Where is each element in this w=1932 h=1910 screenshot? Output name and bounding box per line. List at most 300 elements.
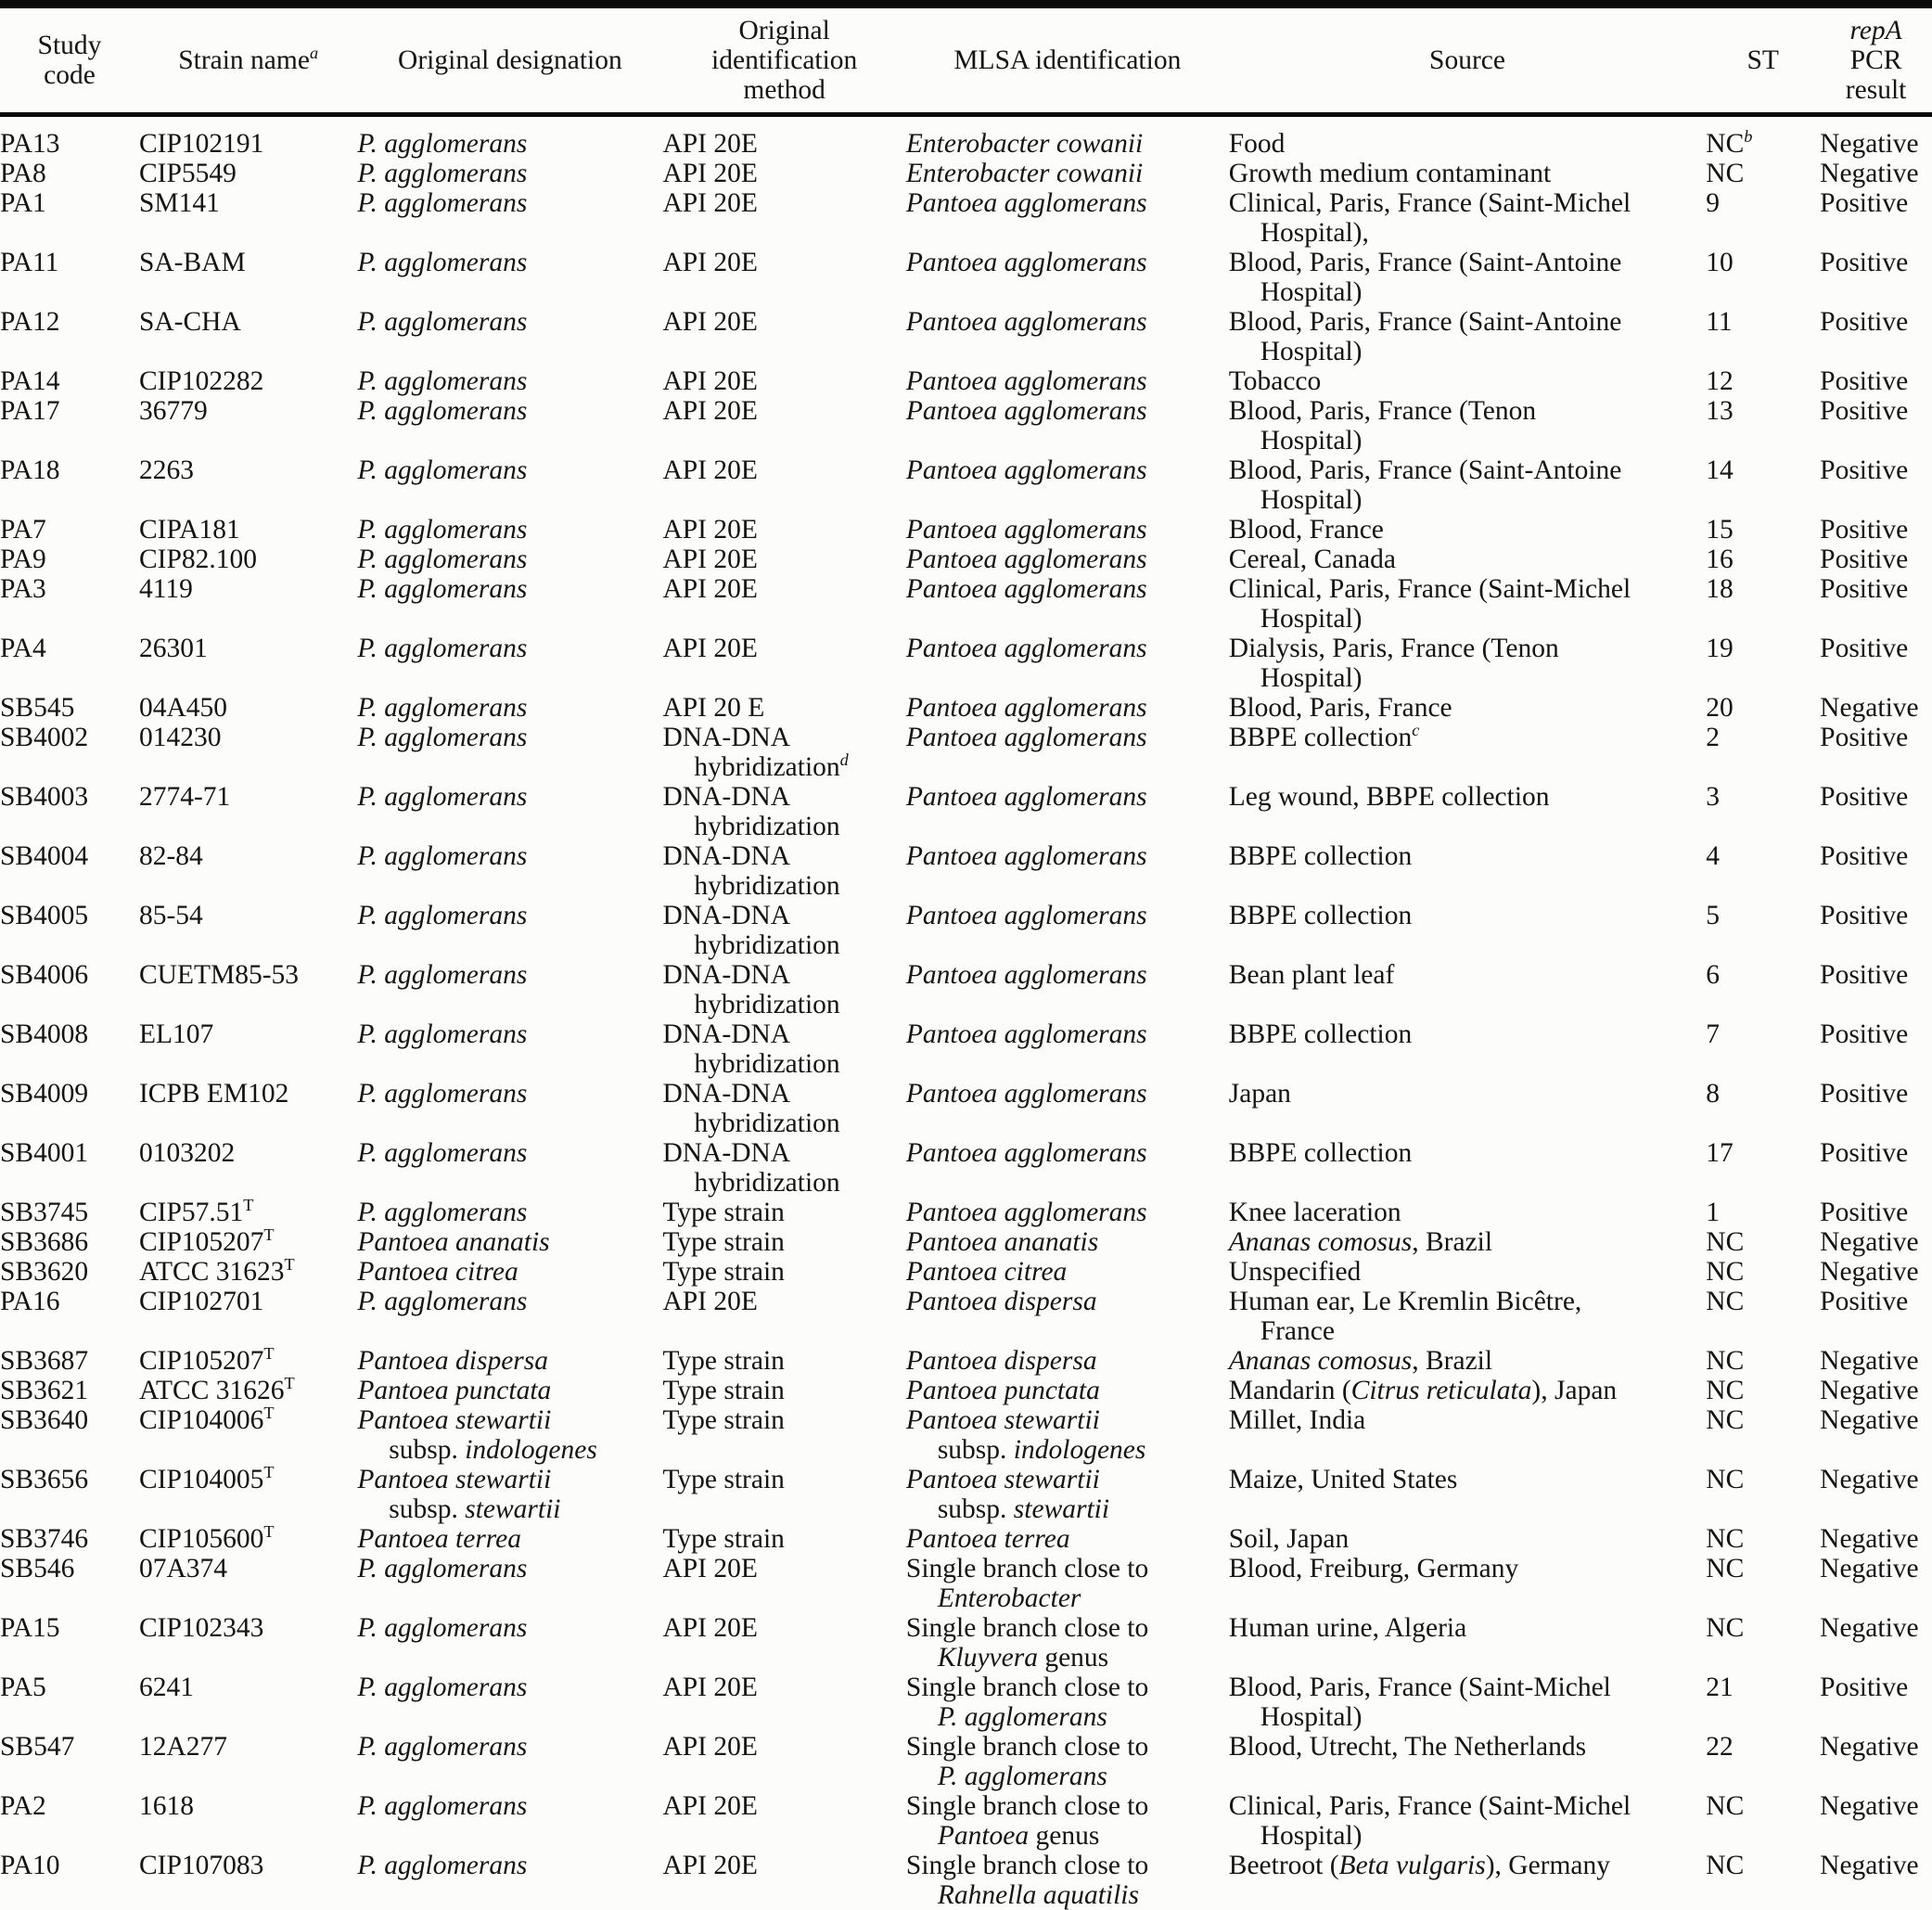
cell-text: SB3745 bbox=[0, 1198, 89, 1227]
cell-source bbox=[1229, 723, 1707, 782]
column-header-source: Source bbox=[1429, 45, 1505, 75]
cell-mlsa-identification bbox=[906, 1613, 1229, 1673]
table-row bbox=[0, 396, 1932, 455]
cell-text: API 20 E bbox=[662, 693, 765, 723]
cell-text: SB4008 bbox=[0, 1019, 89, 1049]
cell-text: Positive bbox=[1820, 960, 1909, 990]
cell-st bbox=[1706, 1019, 1820, 1079]
cell-text: SB4004 bbox=[0, 841, 89, 871]
cell-original-identification-method bbox=[662, 366, 905, 396]
cell-study-code bbox=[0, 723, 139, 782]
cell-text: P. agglomerans bbox=[357, 574, 528, 604]
cell-text: Positive bbox=[1820, 515, 1909, 545]
cell-text: CIP5549 bbox=[138, 159, 237, 188]
cell-text: PA2 bbox=[0, 1791, 46, 1821]
cell-text: Maize, United States bbox=[1228, 1465, 1458, 1494]
cell-mlsa-identification bbox=[906, 159, 1229, 188]
cell-text: Pantoea terrea bbox=[357, 1524, 522, 1554]
cell-st bbox=[1706, 159, 1820, 188]
cell-text: NC bbox=[1706, 1851, 1745, 1880]
table-row bbox=[0, 841, 1932, 901]
header-row bbox=[0, 8, 1932, 112]
cell-text: NC bbox=[1706, 1613, 1745, 1643]
cell-text: SA-CHA bbox=[138, 307, 241, 337]
cell-text: CIPA181 bbox=[138, 515, 240, 545]
cell-strain-name bbox=[139, 1732, 357, 1791]
cell-text: API 20E bbox=[662, 1554, 758, 1583]
cell-text: Pantoea dispersa bbox=[905, 1287, 1097, 1316]
cell-st bbox=[1706, 396, 1820, 455]
table-row bbox=[0, 545, 1932, 574]
cell-text: Type strain bbox=[662, 1405, 785, 1435]
cell-text: Positive bbox=[1820, 1138, 1909, 1168]
cell-repa-pcr-result bbox=[1820, 1346, 1932, 1376]
cell-text: Type strain bbox=[662, 1227, 785, 1257]
strain-characteristics-table-body bbox=[0, 117, 1932, 1910]
cell-study-code bbox=[0, 1198, 139, 1227]
cell-original-designation bbox=[357, 782, 662, 841]
cell-text: NC bbox=[1706, 1227, 1745, 1257]
cell-text: 11 bbox=[1706, 307, 1733, 337]
cell-text: 2263 bbox=[138, 455, 194, 485]
cell-repa-pcr-result bbox=[1820, 901, 1932, 960]
cell-text: NC bbox=[1706, 1524, 1745, 1554]
table-row bbox=[0, 1791, 1932, 1851]
cell-text: NC bbox=[1706, 1465, 1745, 1494]
cell-repa-pcr-result bbox=[1820, 159, 1932, 188]
cell-strain-name bbox=[139, 634, 357, 693]
table-row bbox=[0, 1376, 1932, 1405]
cell-text: Unspecified bbox=[1228, 1257, 1362, 1287]
cell-text: Positive bbox=[1820, 574, 1909, 604]
column-header-mlsa-identification: MLSA identification bbox=[953, 45, 1182, 75]
cell-source bbox=[1229, 1198, 1707, 1227]
cell-mlsa-identification bbox=[906, 1346, 1229, 1376]
table-row bbox=[0, 1554, 1932, 1613]
cell-original-designation bbox=[357, 1138, 662, 1198]
cell-text: API 20E bbox=[662, 1673, 758, 1702]
cell-text: Dialysis, Paris, France (Tenon Hospital) bbox=[1228, 634, 1559, 693]
cell-text: 16 bbox=[1706, 545, 1734, 574]
cell-repa-pcr-result bbox=[1820, 1732, 1932, 1791]
cell-st bbox=[1706, 1405, 1820, 1465]
cell-text: NC bbox=[1706, 1791, 1745, 1821]
cell-original-identification-method bbox=[662, 1732, 905, 1791]
cell-study-code bbox=[0, 1138, 139, 1198]
cell-text: 04A450 bbox=[138, 693, 228, 723]
cell-text: Negative bbox=[1820, 159, 1919, 188]
cell-original-designation bbox=[357, 1465, 662, 1524]
cell-text: SB3687 bbox=[0, 1346, 89, 1376]
cell-text: 26301 bbox=[138, 634, 208, 663]
cell-source bbox=[1229, 782, 1707, 841]
cell-repa-pcr-result bbox=[1820, 1198, 1932, 1227]
cell-text: 6241 bbox=[138, 1673, 194, 1702]
cell-original-designation bbox=[357, 1673, 662, 1732]
cell-text: Pantoea agglomerans bbox=[905, 960, 1147, 990]
cell-text: 85-54 bbox=[138, 901, 203, 930]
cell-original-designation bbox=[357, 634, 662, 693]
cell-repa-pcr-result bbox=[1820, 1257, 1932, 1287]
table-row bbox=[0, 1346, 1932, 1376]
cell-text: ICPB EM102 bbox=[138, 1079, 289, 1109]
cell-mlsa-identification bbox=[906, 1376, 1229, 1405]
cell-text: 0103202 bbox=[138, 1138, 236, 1168]
cell-text: PA4 bbox=[0, 634, 46, 663]
cell-text: Negative bbox=[1820, 129, 1919, 159]
cell-strain-name bbox=[139, 1524, 357, 1554]
cell-text: Clinical, Paris, France (Saint-Michel Hospital) bbox=[1228, 1791, 1631, 1851]
cell-text: P. agglomerans bbox=[357, 693, 528, 723]
cell-st bbox=[1706, 723, 1820, 782]
cell-st bbox=[1706, 1791, 1820, 1851]
cell-repa-pcr-result bbox=[1820, 1613, 1932, 1673]
cell-st bbox=[1706, 1554, 1820, 1613]
cell-text: Type strain bbox=[662, 1376, 785, 1405]
cell-text: P. agglomerans bbox=[357, 1287, 528, 1316]
cell-text: $NC^b$ bbox=[1706, 127, 1753, 159]
cell-text: Pantoea agglomerans bbox=[905, 1079, 1147, 1109]
cell-strain-name bbox=[139, 1346, 357, 1376]
cell-st bbox=[1706, 1346, 1820, 1376]
cell-original-designation bbox=[357, 723, 662, 782]
cell-original-designation bbox=[357, 396, 662, 455]
cell-text: 6 bbox=[1706, 960, 1721, 990]
cell-st bbox=[1706, 455, 1820, 515]
cell-text: PA10 bbox=[0, 1851, 60, 1880]
cell-text: $CIP104005^T$ bbox=[138, 1463, 275, 1494]
cell-text: SB4006 bbox=[0, 960, 89, 990]
cell-text: Blood, Paris, France bbox=[1228, 693, 1452, 723]
cell-original-designation bbox=[357, 307, 662, 366]
cell-text: Single branch close to P. agglomerans bbox=[905, 1732, 1149, 1791]
cell-original-identification-method bbox=[662, 1376, 905, 1405]
cell-study-code bbox=[0, 841, 139, 901]
cell-original-designation bbox=[357, 1257, 662, 1287]
cell-original-designation bbox=[357, 1346, 662, 1376]
cell-study-code bbox=[0, 1791, 139, 1851]
cell-text: P. agglomerans bbox=[357, 782, 528, 812]
cell-st bbox=[1706, 1198, 1820, 1227]
cell-text: Pantoea agglomerans bbox=[905, 545, 1147, 574]
cell-original-identification-method bbox=[662, 841, 905, 901]
cell-text: PA15 bbox=[0, 1613, 60, 1643]
cell-text: PA14 bbox=[0, 366, 60, 396]
cell-text: Pantoea citrea bbox=[357, 1257, 518, 1287]
cell-source bbox=[1229, 693, 1707, 723]
cell-text: Bean plant leaf bbox=[1228, 960, 1395, 990]
cell-mlsa-identification bbox=[906, 1673, 1229, 1732]
cell-text: P. agglomerans bbox=[357, 545, 528, 574]
cell-study-code bbox=[0, 1851, 139, 1910]
cell-st bbox=[1706, 545, 1820, 574]
cell-repa-pcr-result bbox=[1820, 1405, 1932, 1465]
cell-text: SB4009 bbox=[0, 1079, 89, 1109]
cell-text: Pantoea stewartii subsp. stewartii bbox=[905, 1465, 1110, 1524]
cell-repa-pcr-result bbox=[1820, 248, 1932, 307]
cell-source bbox=[1229, 1019, 1707, 1079]
cell-st bbox=[1706, 1465, 1820, 1524]
cell-mlsa-identification bbox=[906, 117, 1229, 159]
cell-source bbox=[1229, 1138, 1707, 1198]
cell-study-code bbox=[0, 307, 139, 366]
cell-repa-pcr-result bbox=[1820, 188, 1932, 248]
cell-text: DNA-DNA hybridization bbox=[662, 901, 840, 960]
cell-text: Positive bbox=[1820, 545, 1909, 574]
cell-mlsa-identification bbox=[906, 1405, 1229, 1465]
cell-mlsa-identification bbox=[906, 574, 1229, 634]
cell-source bbox=[1229, 515, 1707, 545]
cell-mlsa-identification bbox=[906, 1019, 1229, 1079]
table-row bbox=[0, 307, 1932, 366]
cell-text: 18 bbox=[1706, 574, 1734, 604]
table-row bbox=[0, 1227, 1932, 1257]
cell-strain-name bbox=[139, 545, 357, 574]
cell-text: P. agglomerans bbox=[357, 1019, 528, 1049]
cell-original-identification-method bbox=[662, 1198, 905, 1227]
table-row bbox=[0, 1524, 1932, 1554]
cell-text: 20 bbox=[1706, 693, 1734, 723]
cell-mlsa-identification bbox=[906, 1732, 1229, 1791]
cell-text: PA8 bbox=[0, 159, 46, 188]
cell-source bbox=[1229, 307, 1707, 366]
cell-strain-name bbox=[139, 1079, 357, 1138]
cell-text: NC bbox=[1706, 1287, 1745, 1316]
cell-text: Pantoea punctata bbox=[357, 1376, 552, 1405]
cell-text: Single branch close to Pantoea genus bbox=[905, 1791, 1149, 1851]
cell-study-code bbox=[0, 901, 139, 960]
table-row bbox=[0, 693, 1932, 723]
cell-text: Positive bbox=[1820, 782, 1909, 812]
cell-text: Positive bbox=[1820, 307, 1909, 337]
table-row bbox=[0, 248, 1932, 307]
cell-study-code bbox=[0, 1732, 139, 1791]
cell-text: Mandarin (Citrus reticulata), Japan bbox=[1228, 1376, 1618, 1405]
cell-mlsa-identification bbox=[906, 248, 1229, 307]
column-header-strain-name: Strain name$^a$ bbox=[178, 44, 319, 75]
cell-strain-name bbox=[139, 188, 357, 248]
cell-original-designation bbox=[357, 515, 662, 545]
cell-original-identification-method bbox=[662, 574, 905, 634]
cell-text: P. agglomerans bbox=[357, 723, 528, 752]
cell-study-code bbox=[0, 1346, 139, 1376]
column-header-study-code: Study code bbox=[37, 31, 102, 90]
cell-repa-pcr-result bbox=[1820, 574, 1932, 634]
cell-mlsa-identification bbox=[906, 634, 1229, 693]
cell-text: NC bbox=[1706, 1346, 1745, 1376]
cell-text: API 20E bbox=[662, 455, 758, 485]
cell-text: 4 bbox=[1706, 841, 1721, 871]
cell-st bbox=[1706, 117, 1820, 159]
cell-text: Pantoea terrea bbox=[905, 1524, 1070, 1554]
cell-text: API 20E bbox=[662, 366, 758, 396]
cell-study-code bbox=[0, 1376, 139, 1405]
cell-text: 3 bbox=[1706, 782, 1721, 812]
cell-text: P. agglomerans bbox=[357, 1673, 528, 1702]
cell-repa-pcr-result bbox=[1820, 1376, 1932, 1405]
cell-text: Blood, Paris, France (Tenon Hospital) bbox=[1228, 396, 1537, 455]
cell-source bbox=[1229, 1376, 1707, 1405]
cell-original-identification-method bbox=[662, 693, 905, 723]
cell-original-designation bbox=[357, 1287, 662, 1346]
cell-text: SB3621 bbox=[0, 1376, 89, 1405]
cell-study-code bbox=[0, 1257, 139, 1287]
cell-mlsa-identification bbox=[906, 1554, 1229, 1613]
cell-strain-name bbox=[139, 1791, 357, 1851]
cell-text: PA13 bbox=[0, 129, 60, 159]
cell-st bbox=[1706, 307, 1820, 366]
cell-original-identification-method bbox=[662, 396, 905, 455]
cell-text: Pantoea agglomerans bbox=[905, 188, 1147, 218]
cell-st bbox=[1706, 248, 1820, 307]
cell-text: Food bbox=[1228, 129, 1286, 159]
cell-text: P. agglomerans bbox=[357, 188, 528, 218]
cell-mlsa-identification bbox=[906, 1791, 1229, 1851]
column-header-original-identification-method: Original identification method bbox=[711, 16, 858, 105]
table-row bbox=[0, 901, 1932, 960]
cell-text: SB4001 bbox=[0, 1138, 89, 1168]
cell-text: Positive bbox=[1820, 248, 1909, 277]
cell-text: P. agglomerans bbox=[357, 1732, 528, 1762]
cell-text: Blood, Paris, France (Saint-Michel Hospital) bbox=[1228, 1673, 1611, 1732]
cell-source bbox=[1229, 545, 1707, 574]
cell-repa-pcr-result bbox=[1820, 117, 1932, 159]
cell-text: Pantoea stewartii subsp. indologenes bbox=[357, 1405, 597, 1465]
cell-text: P. agglomerans bbox=[357, 396, 528, 426]
cell-text: Single branch close to Enterobacter bbox=[905, 1554, 1149, 1613]
cell-strain-name bbox=[139, 455, 357, 515]
cell-source bbox=[1229, 1851, 1707, 1910]
cell-original-designation bbox=[357, 1079, 662, 1138]
cell-text: BBPE collection$^c$ bbox=[1228, 721, 1420, 752]
table-row bbox=[0, 1851, 1932, 1910]
cell-text: 12A277 bbox=[138, 1732, 228, 1762]
top-rule bbox=[0, 0, 1932, 8]
cell-text: CIP102191 bbox=[138, 129, 264, 159]
cell-mlsa-identification bbox=[906, 366, 1229, 396]
cell-text: PA17 bbox=[0, 396, 60, 426]
cell-original-identification-method bbox=[662, 1554, 905, 1613]
cell-source bbox=[1229, 1524, 1707, 1554]
cell-text: Negative bbox=[1820, 693, 1919, 723]
cell-text: P. agglomerans bbox=[357, 1791, 528, 1821]
cell-original-identification-method bbox=[662, 782, 905, 841]
cell-text: CIP102701 bbox=[138, 1287, 264, 1316]
cell-original-identification-method bbox=[662, 1257, 905, 1287]
cell-original-designation bbox=[357, 1524, 662, 1554]
cell-text: P. agglomerans bbox=[357, 1198, 528, 1227]
cell-text: 36779 bbox=[138, 396, 208, 426]
cell-source bbox=[1229, 1227, 1707, 1257]
cell-original-identification-method bbox=[662, 1673, 905, 1732]
cell-strain-name bbox=[139, 574, 357, 634]
table-row bbox=[0, 455, 1932, 515]
cell-text: SB545 bbox=[0, 693, 75, 723]
cell-mlsa-identification bbox=[906, 515, 1229, 545]
cell-text: API 20E bbox=[662, 515, 758, 545]
cell-text: Positive bbox=[1820, 1019, 1909, 1049]
cell-text: $CIP105600^T$ bbox=[138, 1522, 275, 1554]
cell-repa-pcr-result bbox=[1820, 1465, 1932, 1524]
cell-text: Positive bbox=[1820, 634, 1909, 663]
cell-original-identification-method bbox=[662, 1524, 905, 1554]
cell-text: Pantoea agglomerans bbox=[905, 574, 1147, 604]
cell-text: Positive bbox=[1820, 1079, 1909, 1109]
cell-mlsa-identification bbox=[906, 1287, 1229, 1346]
cell-text: Single branch close to P. agglomerans bbox=[905, 1673, 1149, 1732]
cell-mlsa-identification bbox=[906, 1465, 1229, 1524]
cell-text: 2 bbox=[1706, 723, 1721, 752]
cell-repa-pcr-result bbox=[1820, 455, 1932, 515]
table-row bbox=[0, 515, 1932, 545]
cell-text: Single branch close to Rahnella aquatilis bbox=[905, 1851, 1149, 1910]
cell-repa-pcr-result bbox=[1820, 307, 1932, 366]
cell-mlsa-identification bbox=[906, 1524, 1229, 1554]
cell-mlsa-identification bbox=[906, 1851, 1229, 1910]
cell-repa-pcr-result bbox=[1820, 366, 1932, 396]
cell-text: 5 bbox=[1706, 901, 1721, 930]
cell-repa-pcr-result bbox=[1820, 1138, 1932, 1198]
cell-mlsa-identification bbox=[906, 1257, 1229, 1287]
cell-original-identification-method bbox=[662, 307, 905, 366]
cell-text: Japan bbox=[1228, 1079, 1291, 1109]
cell-repa-pcr-result bbox=[1820, 693, 1932, 723]
cell-repa-pcr-result bbox=[1820, 1554, 1932, 1613]
cell-st bbox=[1706, 634, 1820, 693]
cell-text: $CIP104006^T$ bbox=[138, 1404, 275, 1435]
cell-text: CIP102343 bbox=[138, 1613, 264, 1643]
cell-text: Pantoea agglomerans bbox=[905, 901, 1147, 930]
cell-original-identification-method bbox=[662, 1287, 905, 1346]
cell-source bbox=[1229, 1554, 1707, 1613]
cell-text: 17 bbox=[1706, 1138, 1734, 1168]
cell-original-identification-method bbox=[662, 960, 905, 1019]
cell-strain-name bbox=[139, 1405, 357, 1465]
cell-repa-pcr-result bbox=[1820, 634, 1932, 693]
cell-text: Negative bbox=[1820, 1376, 1919, 1405]
cell-text: PA7 bbox=[0, 515, 46, 545]
table-row bbox=[0, 1138, 1932, 1198]
cell-text: CIP107083 bbox=[138, 1851, 264, 1880]
cell-original-designation bbox=[357, 188, 662, 248]
cell-source bbox=[1229, 1673, 1707, 1732]
cell-text: Type strain bbox=[662, 1257, 785, 1287]
cell-st bbox=[1706, 1257, 1820, 1287]
cell-repa-pcr-result bbox=[1820, 960, 1932, 1019]
cell-original-designation bbox=[357, 366, 662, 396]
cell-text: Pantoea ananatis bbox=[357, 1227, 550, 1257]
cell-text: 4119 bbox=[138, 574, 193, 604]
table-row bbox=[0, 1465, 1932, 1524]
cell-text: API 20E bbox=[662, 1791, 758, 1821]
cell-original-identification-method bbox=[662, 1138, 905, 1198]
cell-strain-name bbox=[139, 1554, 357, 1613]
cell-text: DNA-DNA hybridization bbox=[662, 1019, 840, 1079]
cell-original-designation bbox=[357, 117, 662, 159]
cell-text: Clinical, Paris, France (Saint-Michel Hospital) bbox=[1228, 574, 1631, 634]
cell-text: BBPE collection bbox=[1228, 901, 1413, 930]
cell-source bbox=[1229, 1732, 1707, 1791]
cell-original-identification-method bbox=[662, 634, 905, 693]
cell-study-code bbox=[0, 1227, 139, 1257]
cell-text: 10 bbox=[1706, 248, 1734, 277]
cell-st bbox=[1706, 1851, 1820, 1910]
cell-text: Pantoea agglomerans bbox=[905, 782, 1147, 812]
table-row bbox=[0, 1287, 1932, 1346]
cell-original-identification-method bbox=[662, 1405, 905, 1465]
cell-text: Leg wound, BBPE collection bbox=[1228, 782, 1550, 812]
cell-text: API 20E bbox=[662, 1851, 758, 1880]
